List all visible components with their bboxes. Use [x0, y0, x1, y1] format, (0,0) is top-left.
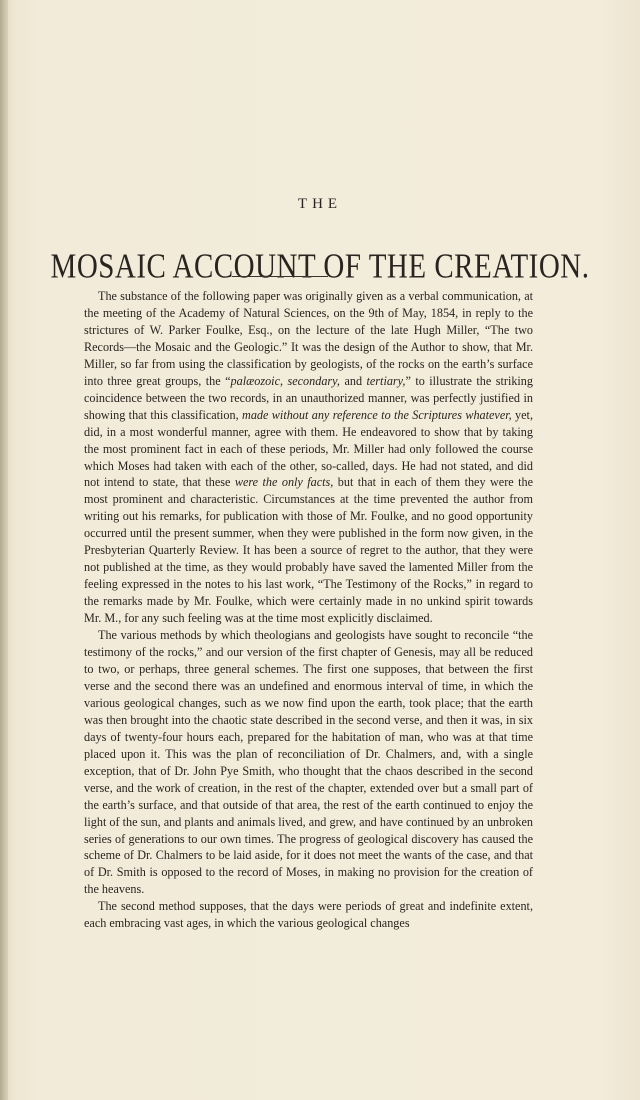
text-run: The various methods by which theologians and geologists have sought to reconcile “the testimony of the rocks,” and our version of the first chapter of Genesis, may all be reduced to two, or perhaps, three general schemes. The first one supposes, that between the first verse and the second there was an undefined and enormous interval of time, in which the various geological changes, such as we now find upon the earth, took place; that the earth was then brought into the chaotic state described in the second verse, and then it was, in six days of twenty-four hours each, prepared for the habitation of man, who was at that time placed upon it. This was the plan of reconciliation of Dr. Chalmers, and, with a single exception, that of Dr. John Pye Smith, who thought that the chaos described in the second verse, and the work of creation, in the rest of the chapter, extended over but a small part of the earth’s surface, and that outside of that area, the rest of the earth continued to enjoy the light of the sun, and plants and animals lived, and grew, and have continued by an unbroken series of generations to our own times. The progress of geological discovery has caused the scheme of Dr. Chalmers to be laid aside, for it does not meet the wants of the case, and that of Dr. Smith is opposed to the record of Moses, in making no provision for the creation of the heavens.: [84, 628, 533, 897]
page-binding-edge: [0, 0, 8, 1100]
paragraph: [84, 627, 533, 898]
paragraph: [84, 288, 533, 627]
text-run: but that in each of them they were the most prominent and characteristic. Circumstances at the time prevented the author from writing out his remarks, for publication with those of Mr. Foulke, and no good opportunity occurred until the present summer, when they were published in the form now given, in the Presbyterian Quarterly Review. It has been a source of regret to the author, that they were not published at the time, as they would probably have saved the lamented Miller from the feeling expressed in the notes to his last work, “The Testimony of the Rocks,” in regard to the remarks made by Mr. Foulke, which were certainly made in no unkind spirit towards Mr. M., for any such feeling was at the time most explicitly disclaimed.: [84, 475, 533, 626]
text-run: ” to illustrate the striking coincidence between the two records, in an unauthorized manner, was perfectly justified in showing that this classification,: [84, 373, 533, 422]
heading-article: THE: [297, 196, 343, 212]
italic-text: made without any reference to the Scriptures whatever,: [242, 407, 512, 422]
body-text: [84, 288, 533, 932]
text-run: yet, did, in a most wonderful manner, agree with them. He endeavored to show that by taking the most prominent fact in each of these periods, Mr. Miller had only followed the course which Moses had taken with each of the other, so-called, days. He had not stated, and did not intend to state, that these: [84, 407, 533, 490]
paragraph: [84, 898, 533, 932]
page-title: MOSAIC ACCOUNT OF THE CREATION.: [50, 247, 590, 287]
italic-text: were the only facts,: [234, 475, 334, 490]
text-run: The second method supposes, that the days were periods of great and indefinite extent, each embracing vast ages, in which the various geological changes: [84, 899, 533, 931]
title-divider: [232, 276, 328, 277]
text-run: The substance of the following paper was originally given as a verbal communication, at the meeting of the Academy of Natural Sciences, on the 9th of May, 1854, in reply to the strictures of W. Parker Foulke, Esq., on the lecture of the late Hugh Miller, “The two Records—the Mosaic and the Geologic.” It was the design of the Author to show, that Mr. Miller, so far from using the classification by geologists, of the rocks on the earth’s surface into three great groups, the “: [84, 289, 533, 388]
italic-text: tertiary,: [366, 373, 406, 388]
text-run: and: [339, 373, 367, 388]
italic-text: palæozoic, secondary,: [230, 373, 340, 388]
